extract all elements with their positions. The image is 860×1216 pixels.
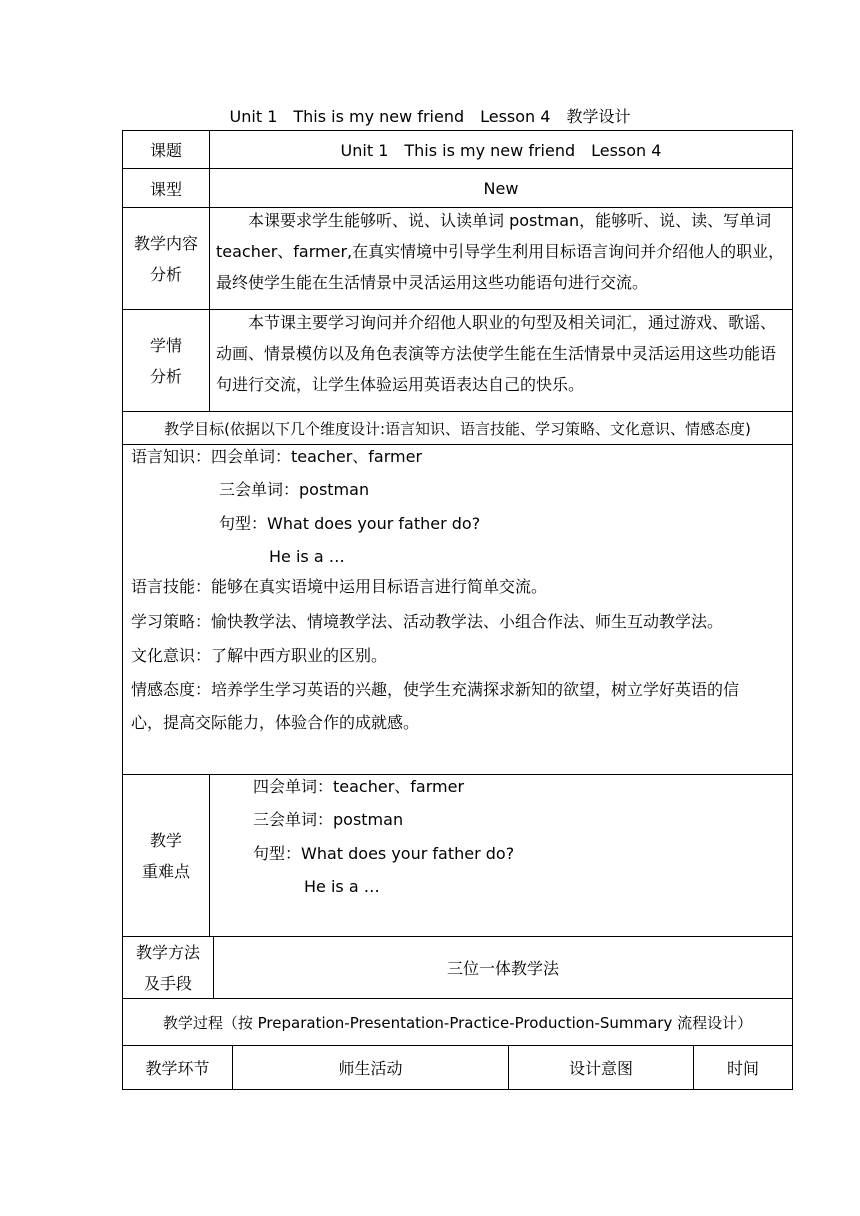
key-points-label-line2: 重难点	[141, 861, 190, 881]
objective-line: 文化意识：了解中西方职业的区别。	[131, 646, 388, 665]
methods-label	[123, 937, 213, 998]
key-point-line: 句型：What does your father do?	[253, 844, 515, 863]
process-column-intent: 设计意图	[568, 1059, 633, 1078]
student-analysis-text: 本节课主要学习询问并介绍他人职业的句型及相关词汇，通过游戏、歌谣、动画、情景模仿以及角色表演等方法使学生能在生活情景中灵活运用这些功能语句进行交流，让学生体验运用英语表达自己的快乐。	[216, 313, 777, 394]
process-header: 教学过程（按 Preparation-Presentation-Practice-Production-Summary 流程设计）	[162, 1013, 753, 1032]
key-points-label-line1: 教学	[149, 830, 182, 850]
lesson-type-label: 课型	[149, 179, 182, 199]
objective-line: 句型：What does your father do?	[219, 514, 481, 533]
objective-line: 三会单词：postman	[219, 480, 370, 499]
methods-label-line2: 及手段	[143, 973, 192, 993]
objective-line: He is a …	[269, 547, 345, 566]
student-analysis-label-line1: 学情	[149, 335, 182, 355]
objective-line: 语言技能：能够在真实语境中运用目标语言进行简单交流。	[131, 577, 548, 596]
content-analysis-label	[123, 208, 209, 309]
content-analysis-label-line1: 教学内容	[133, 233, 198, 253]
topic-label: 课题	[149, 141, 182, 160]
key-point-line: 四会单词：teacher、farmer	[253, 777, 465, 796]
methods-label-line1: 教学方法	[135, 942, 200, 962]
objective-line: 心，提高交际能力，体验合作的成就感。	[131, 713, 420, 732]
topic-value: Unit 1 This is my new friend Lesson 4	[340, 141, 662, 160]
objective-line: 学习策略：愉快教学法、情境教学法、活动教学法、小组合作法、师生互动教学法。	[131, 612, 724, 631]
process-column-stage: 教学环节	[145, 1059, 210, 1078]
key-point-line: He is a …	[304, 877, 380, 896]
objectives-header: 教学目标(依据以下几个维度设计:语言知识、语言技能、学习策略、文化意识、情感态度)	[164, 419, 751, 438]
objective-line: 情感态度：培养学生学习英语的兴趣，使学生充满探求新知的欲望，树立学好英语的信	[131, 680, 740, 699]
student-analysis-label	[123, 310, 209, 411]
process-column-activities: 师生活动	[338, 1059, 403, 1078]
document-title: Unit 1 This is my new friend Lesson 4 教学设计	[229, 107, 631, 126]
content-analysis-text: 本课要求学生能够听、说、认读单词 postman，能够听、说、读、写单词 teacher、farmer,在真实情境中引导学生利用目标语言询问并介绍他人的职业，最终使学生能在生活情景中灵活运用这些功能语句进行交流。	[216, 211, 785, 292]
content-analysis-label-line2: 分析	[149, 264, 182, 284]
student-analysis-label-line2: 分析	[149, 366, 182, 386]
methods-value: 三位一体教学法	[446, 959, 559, 978]
objective-line: 语言知识：四会单词：teacher、farmer	[131, 447, 423, 466]
key-point-line: 三会单词：postman	[253, 810, 404, 829]
key-points-label	[123, 775, 209, 936]
process-column-time: 时间	[726, 1059, 759, 1078]
lesson-type-value: New	[483, 178, 519, 198]
